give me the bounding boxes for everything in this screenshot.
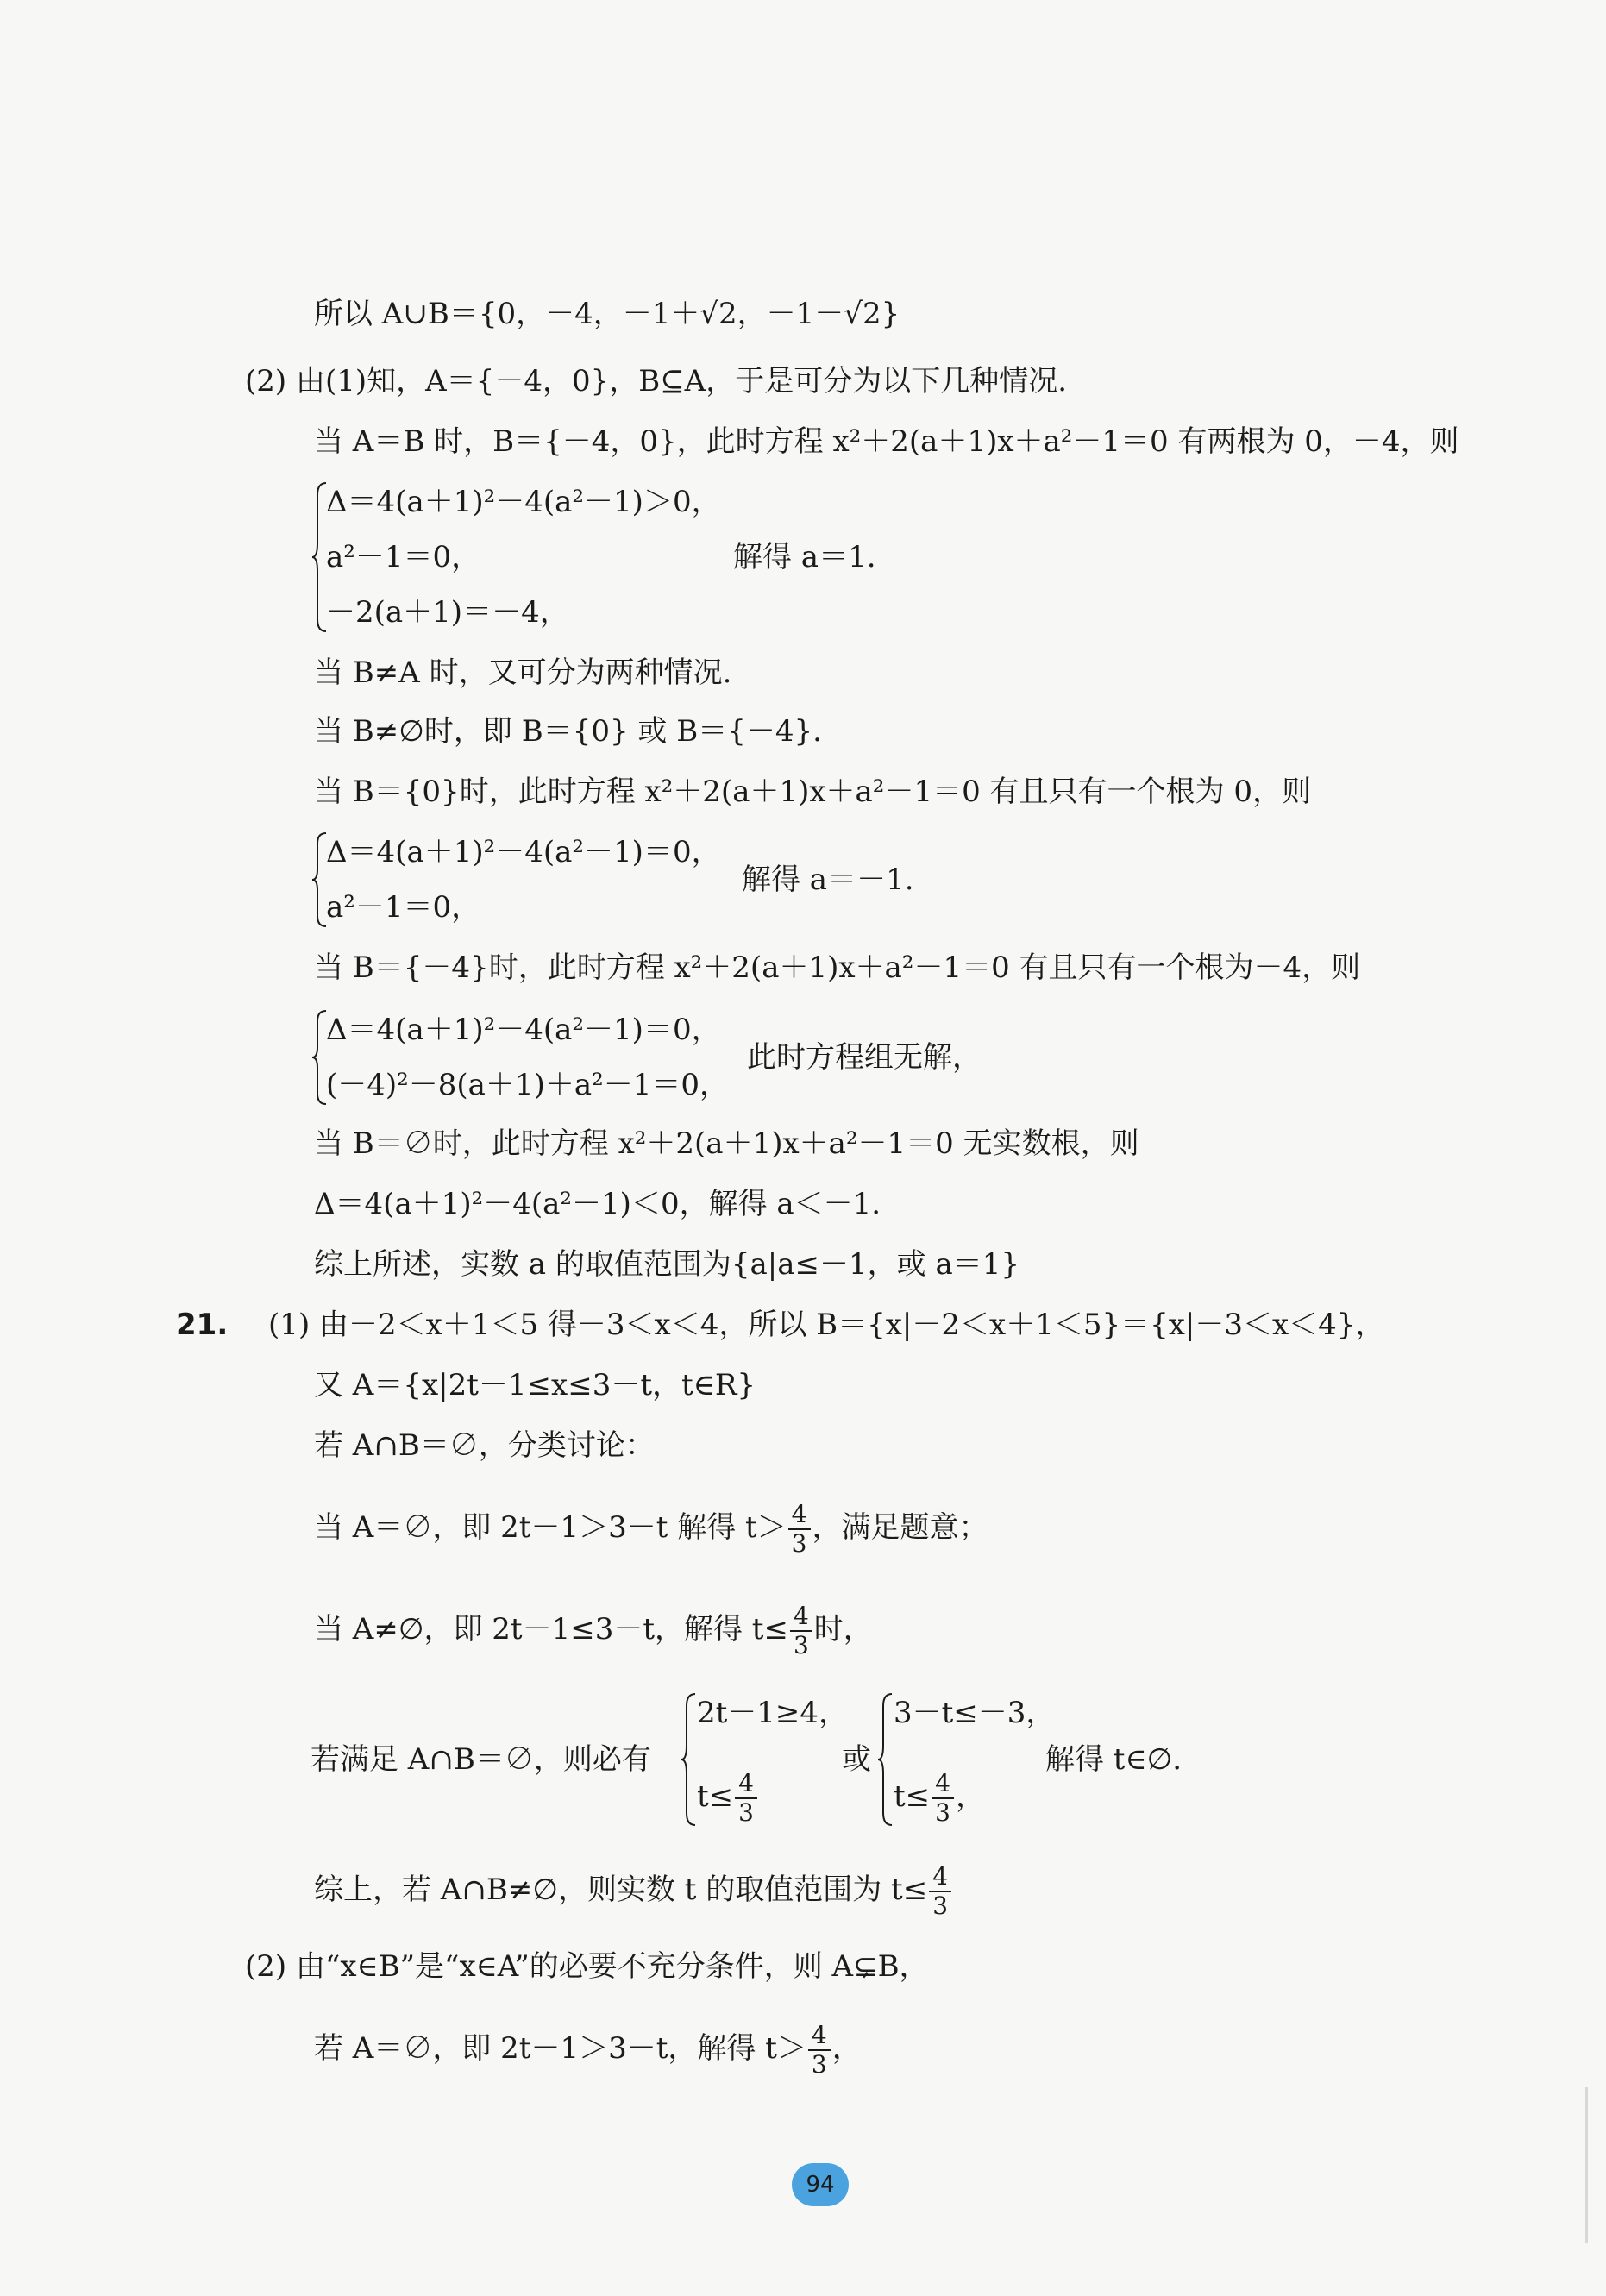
q21-part2-line: (2) 由“x∈B”是“x∈A”的必要不充分条件，则 A⊊B，	[245, 1949, 929, 1984]
condition-right-row-2-post: ，	[955, 1779, 985, 1814]
system-1-row-1: Δ＝4(a＋1)²－4(a²－1)＞0，	[326, 485, 721, 519]
last-case-pre: 若 A＝∅，即 2t－1＞3－t，解得 t＞	[314, 2031, 806, 2066]
part2-intro-line: (2) 由(1)知，A＝{－4，0}，B⊆A，于是可分为以下几种情况.	[245, 364, 1068, 398]
page-edge-divider	[1585, 2087, 1588, 2243]
case-a-nonempty-post: 时，	[813, 1612, 873, 1647]
fraction-numerator: 4	[788, 1501, 811, 1530]
summary-t-line	[314, 1863, 953, 1920]
case-b-nonempty-line: 当 B≠∅时，即 B＝{0} 或 B＝{－4}.	[314, 714, 822, 749]
case-a-nonempty-pre: 当 A≠∅，即 2t－1≤3－t，解得 t≤	[314, 1612, 788, 1647]
system-3-row-2: (－4)²－8(a＋1)＋a²－1＝0，	[326, 1068, 730, 1102]
condition-systems	[311, 1691, 1259, 1829]
system-3-row-1: Δ＝4(a＋1)²－4(a²－1)＝0，	[326, 1013, 721, 1047]
summary-t-pre: 综上，若 A∩B≠∅，则实数 t 的取值范围为 t≤	[314, 1873, 928, 1907]
case-a-empty-pre: 当 A＝∅，即 2t－1＞3－t 解得 t＞	[314, 1510, 787, 1545]
q21-part1-text: (1) 由－2＜x＋1＜5 得－3＜x＜4，所以 B＝{x|－2＜x＋1＜5}＝{x|－3＜x＜4}，	[268, 1308, 1385, 1342]
condition-right-row-2	[894, 1770, 985, 1827]
fraction	[788, 1501, 811, 1558]
fraction	[929, 1863, 951, 1920]
left-brace-icon	[311, 480, 328, 635]
system-2-result: 解得 a＝－1.	[742, 863, 914, 897]
fraction-denominator: 3	[811, 2050, 827, 2079]
case-b-minus4-line: 当 B＝{－4}时，此时方程 x²＋2(a＋1)x＋a²－1＝0 有且只有一个根为－4，则	[314, 950, 1361, 985]
fraction	[808, 2022, 831, 2079]
condition-right-row-2-pre: t≤	[894, 1779, 931, 1814]
union-result-line: 所以 A∪B＝{0，－4，－1＋√2，－1－√2}	[314, 297, 900, 331]
fraction-denominator: 3	[935, 1798, 950, 1827]
system-3-result: 此时方程组无解，	[747, 1040, 982, 1075]
fraction-numerator: 4	[808, 2022, 831, 2051]
fraction	[790, 1603, 812, 1659]
system-2-row-2: a²－1＝0，	[326, 890, 481, 925]
fraction-numerator: 4	[932, 1770, 954, 1799]
fraction	[932, 1770, 954, 1827]
fraction-numerator: 4	[929, 1863, 951, 1892]
fraction	[735, 1770, 757, 1827]
system-2-row-1: Δ＝4(a＋1)²－4(a²－1)＝0，	[326, 835, 721, 869]
case-a-empty-line	[314, 1501, 988, 1558]
case-a-nonempty-line	[314, 1603, 873, 1659]
equation-system-2	[311, 830, 1087, 930]
fraction-numerator: 4	[790, 1603, 812, 1632]
last-case-line	[314, 2022, 862, 2079]
fraction-denominator: 3	[793, 1631, 809, 1659]
set-a-definition-line: 又 A＝{x|2t－1≤x≤3－t，t∈R}	[314, 1368, 756, 1402]
discriminant-line: Δ＝4(a＋1)²－4(a²－1)＜0，解得 a＜－1.	[314, 1187, 881, 1221]
case-b-empty-line: 当 B＝∅时，此时方程 x²＋2(a＋1)x＋a²－1＝0 无实数根，则	[314, 1126, 1139, 1161]
case-a-empty-post: ，满足题意；	[812, 1510, 988, 1545]
left-brace-icon	[876, 1691, 894, 1829]
condition-right-row-1: 3－t≤－3，	[894, 1696, 1056, 1730]
system-1-result: 解得 a＝1.	[733, 540, 876, 574]
q21-part1-line	[176, 1306, 1384, 1344]
intersection-empty-line: 若 A∩B＝∅，分类讨论：	[314, 1428, 655, 1463]
condition-result: 解得 t∈∅.	[1045, 1742, 1183, 1777]
left-brace-icon	[680, 1691, 697, 1829]
condition-or: 或	[842, 1742, 871, 1777]
condition-left-row-2-pre: t≤	[697, 1779, 734, 1814]
fraction-numerator: 4	[735, 1770, 757, 1799]
condition-left-row-1: 2t－1≥4，	[697, 1696, 849, 1730]
case-b-zero-line: 当 B＝{0}时，此时方程 x²＋2(a＋1)x＋a²－1＝0 有且只有一个根为 0，则	[314, 775, 1311, 809]
case-b-neq-a-line: 当 B≠A 时，又可分为两种情况.	[314, 656, 732, 690]
equation-system-1	[311, 480, 1087, 635]
system-1-row-2: a²－1＝0，	[326, 540, 481, 574]
left-brace-icon	[311, 1007, 328, 1107]
equation-system-3	[311, 1007, 1087, 1107]
question-number: 21.	[176, 1308, 229, 1342]
fraction-denominator: 3	[738, 1798, 754, 1827]
summary-a-line: 综上所述，实数 a 的取值范围为{a|a≤－1，或 a＝1}	[314, 1247, 1019, 1282]
left-brace-icon	[311, 830, 328, 930]
case-a-equals-b-line: 当 A＝B 时，B＝{－4，0}，此时方程 x²＋2(a＋1)x＋a²－1＝0 有两根为 0，－4，则	[314, 424, 1459, 459]
fraction-denominator: 3	[932, 1891, 949, 1920]
condition-lead: 若满足 A∩B＝∅，则必有	[311, 1742, 651, 1777]
condition-left-row-2	[697, 1770, 759, 1827]
last-case-post: ，	[831, 2031, 862, 2066]
page-number-badge: 94	[792, 2163, 849, 2206]
system-1-row-3: －2(a＋1)＝－4，	[326, 595, 569, 630]
fraction-denominator: 3	[791, 1529, 807, 1558]
